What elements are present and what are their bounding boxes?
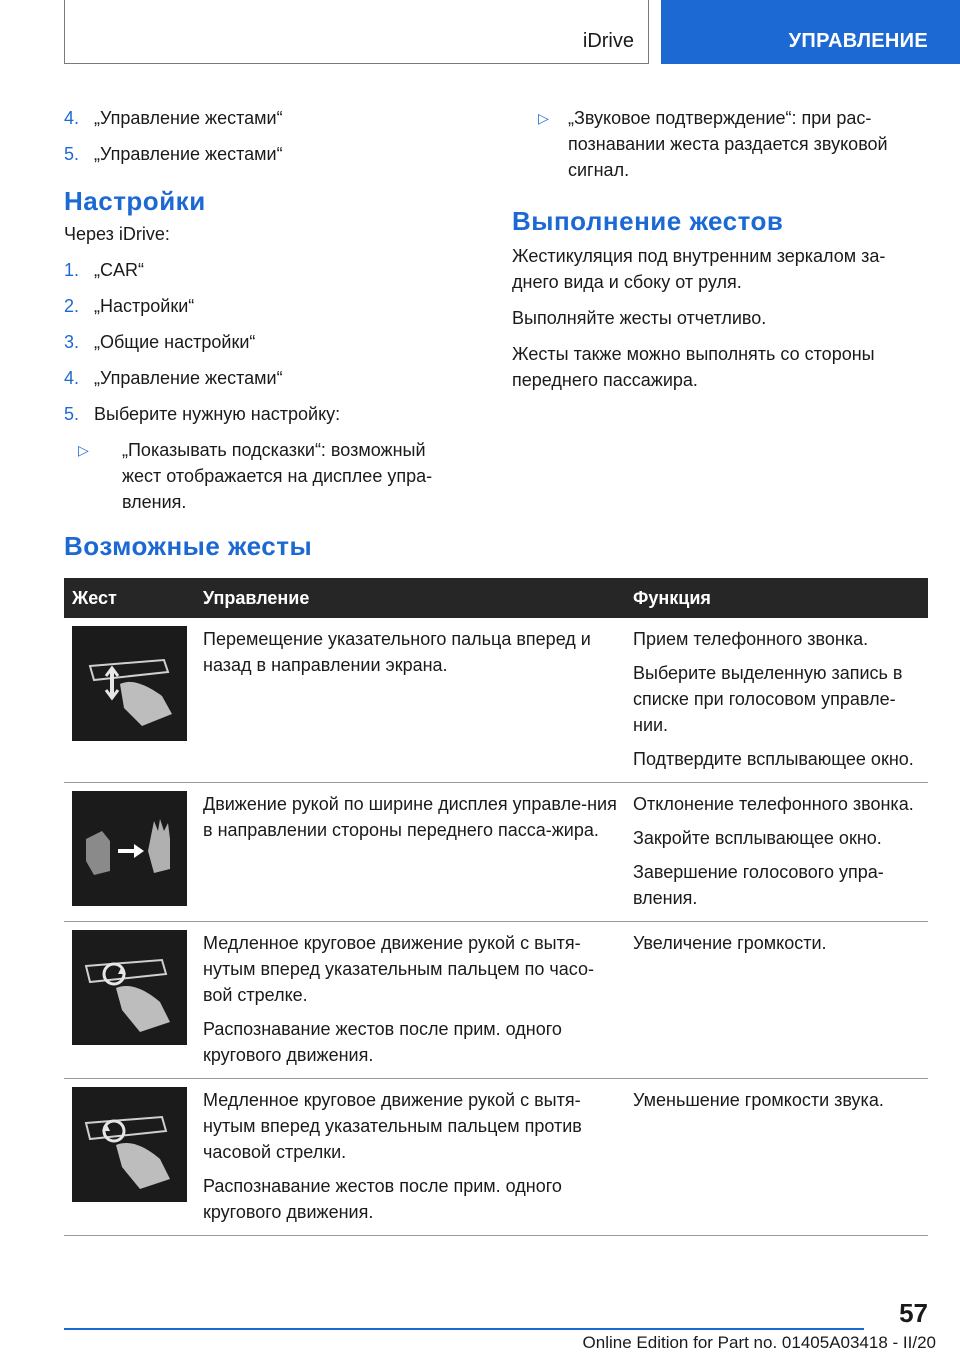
control-text: Медленное круговое движение рукой с вытя-нутым вперед указательным пальцем по часо-вой стрелке. [203, 933, 594, 1005]
list-number: 5. [64, 144, 80, 164]
header-section-box [64, 0, 649, 64]
function-cell [625, 922, 928, 1079]
settings-heading: Настройки [64, 186, 206, 216]
header-section-title: iDrive [582, 30, 634, 52]
paragraph: Жесты также можно выполнять со стороны переднего пассажира. [512, 344, 875, 390]
header-control: Управление [195, 578, 625, 618]
list-item [64, 105, 454, 131]
settings-intro: Через iDrive: [64, 224, 170, 244]
footer-divider [64, 1328, 864, 1330]
step-number: 2. [64, 296, 80, 316]
table-row [64, 783, 928, 922]
function-text: Отклонение телефонного звонка. [633, 794, 914, 814]
table-row [64, 1079, 928, 1236]
table-header-row [64, 578, 928, 618]
paragraph: Жестикуляция под внутренним зеркалом за-днего вида и сбоку от руля. [512, 246, 886, 292]
step-item [64, 329, 454, 355]
sub-item-text: „Звуковое подтверждение“: при рас-познавании жеста раздается звуковой сигнал. [568, 108, 888, 180]
gestures-heading: Возможные жесты [64, 531, 313, 561]
step-item [64, 293, 454, 319]
step-item [64, 401, 454, 427]
finger-swipe-gesture-icon [72, 626, 187, 741]
sub-item [64, 437, 454, 515]
function-text: Прием телефонного звонка. [633, 629, 869, 649]
control-cell [195, 618, 625, 783]
list-item [64, 141, 454, 167]
control-cell [195, 783, 625, 922]
paragraph: Выполняйте жесты отчетливо. [512, 308, 767, 328]
step-text: „CAR“ [94, 260, 144, 280]
function-text: Увеличение громкости. [633, 933, 827, 953]
gesture-image-cell [64, 1079, 195, 1236]
gesture-image-cell [64, 618, 195, 783]
step-text: „Настройки“ [94, 296, 195, 316]
function-cell [625, 618, 928, 783]
control-text: Распознавание жестов после прим. одного кругового движения. [203, 1019, 562, 1065]
execution-heading: Выполнение жестов [512, 206, 784, 236]
hand-swipe-gesture-icon [72, 791, 187, 906]
function-text: Уменьшение громкости звука. [633, 1090, 884, 1110]
step-item [64, 257, 454, 283]
control-cell [195, 1079, 625, 1236]
step-number: 1. [64, 260, 80, 280]
header-chapter-title: УПРАВЛЕНИЕ [788, 30, 928, 52]
step-number: 3. [64, 332, 80, 352]
header-function: Функция [625, 578, 928, 618]
circle-counterclockwise-gesture-icon [72, 1087, 187, 1202]
control-text: Движение рукой по ширине дисплея управле-ния в направлении стороны переднего пасса-жира. [203, 794, 617, 840]
header-gesture: Жест [64, 578, 195, 618]
function-cell [625, 1079, 928, 1236]
gesture-image-cell [64, 922, 195, 1079]
function-text: Выберите выделенную запись в списке при голосовом управле-нии. [633, 663, 903, 735]
table-row [64, 922, 928, 1079]
function-text: Завершение голосового упра-вления. [633, 862, 884, 908]
step-number: 5. [64, 404, 80, 424]
control-text: Перемещение указательного пальца вперед и назад в направлении экрана. [203, 629, 591, 675]
list-number: 4. [64, 108, 80, 128]
function-cell [625, 783, 928, 922]
gestures-table [64, 578, 928, 1236]
control-text: Медленное круговое движение рукой с вытя-нутым вперед указательным пальцем против часовой стрелки. [203, 1090, 582, 1162]
triangle-bullet-icon: ▷ [538, 110, 549, 126]
step-text: „Общие настройки“ [94, 332, 256, 352]
step-text: Выберите нужную настройку: [94, 404, 341, 424]
gesture-image-cell [64, 783, 195, 922]
list-text: „Управление жестами“ [94, 108, 283, 128]
right-column [512, 105, 922, 393]
function-text: Закройте всплывающее окно. [633, 828, 882, 848]
left-column [64, 105, 454, 515]
triangle-bullet-icon: ▷ [78, 442, 89, 458]
header-chapter-tab [661, 0, 960, 64]
circle-clockwise-gesture-icon [72, 930, 187, 1045]
step-item [64, 365, 454, 391]
page-number: 57 [899, 1298, 928, 1328]
control-cell [195, 922, 625, 1079]
function-text: Подтвердите всплывающее окно. [633, 749, 914, 769]
sub-item-text: „Показывать подсказки“: возможный жест отображается на дисплее упра-вления. [122, 440, 433, 512]
list-text: „Управление жестами“ [94, 144, 283, 164]
footer-edition: Online Edition for Part no. 01405A03418 - II/20 [582, 1333, 936, 1352]
control-text: Распознавание жестов после прим. одного кругового движения. [203, 1176, 562, 1222]
sub-item [510, 105, 922, 183]
step-number: 4. [64, 368, 80, 388]
step-text: „Управление жестами“ [94, 368, 283, 388]
table-row [64, 618, 928, 783]
